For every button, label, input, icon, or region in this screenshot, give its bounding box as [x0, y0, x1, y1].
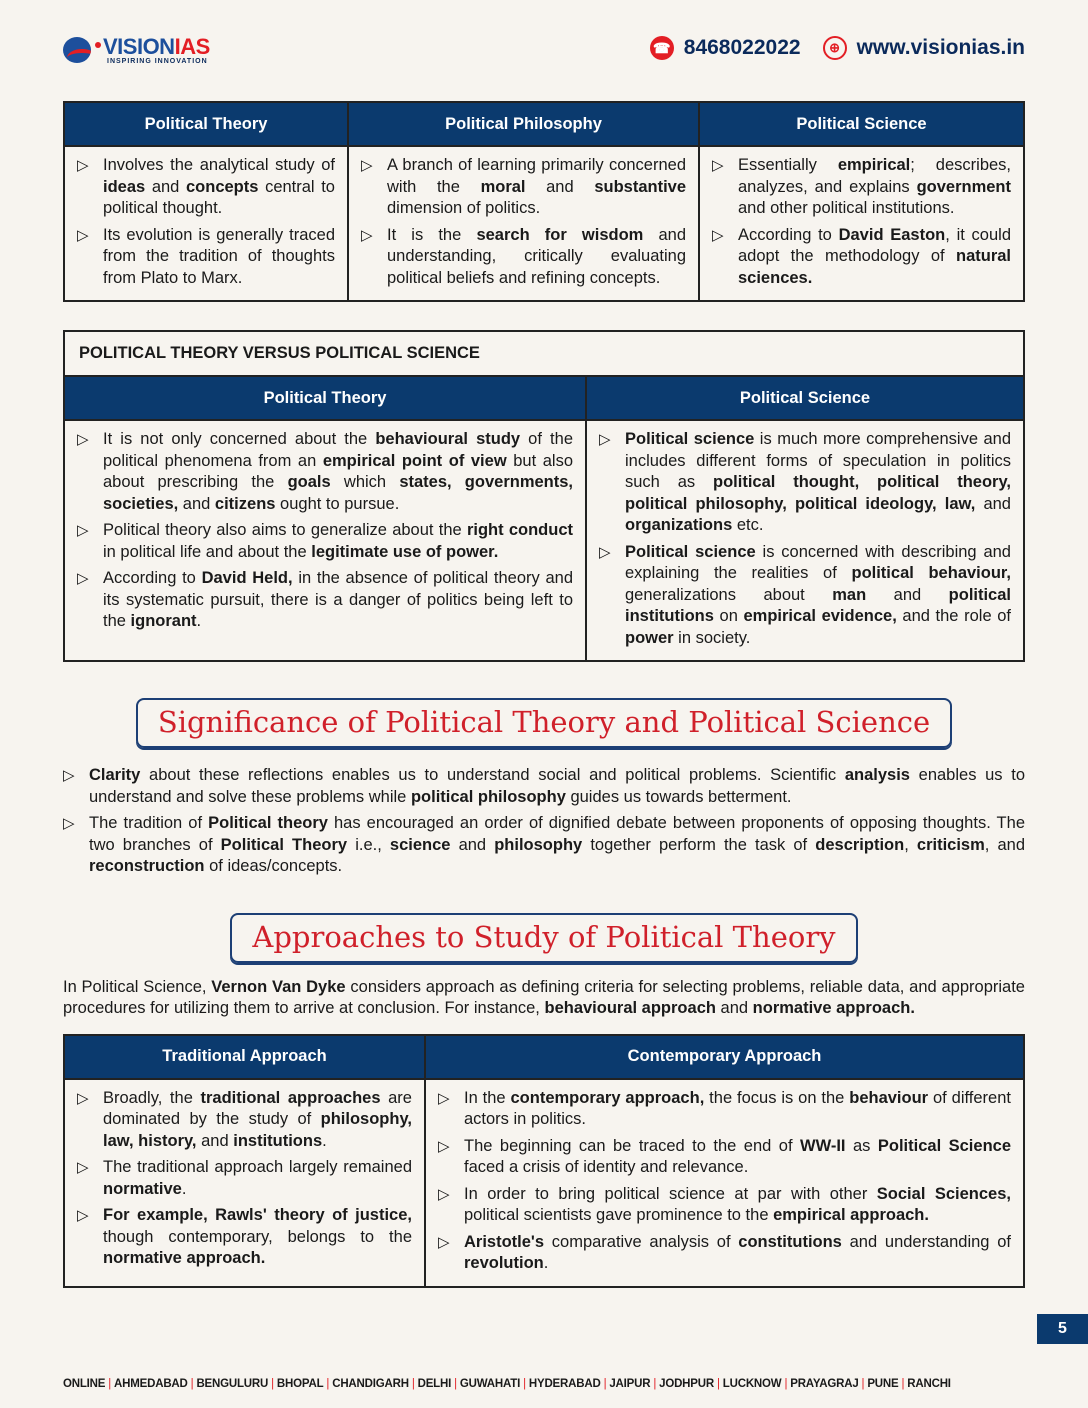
website-link[interactable]: www.visionias.in — [856, 36, 1025, 59]
text: In the — [464, 1088, 511, 1107]
bullet-text — [464, 1136, 1011, 1179]
bold-text: behavioural study — [375, 430, 521, 448]
text: is concerned with describing and explaining the realities of — [625, 542, 1011, 582]
bold-text: revolution — [464, 1254, 544, 1272]
bold-text: organizations — [625, 516, 733, 534]
text: According to — [103, 569, 202, 587]
bold-text: For example, Rawls' theory of justice, — [103, 1206, 412, 1224]
bold-text: substantive — [594, 177, 687, 196]
section-heading-significance: Significance of Political Theory and Political Science — [136, 698, 952, 748]
play-bullet-icon: ▷ — [63, 767, 75, 784]
text: and the role of — [896, 607, 1011, 625]
page-footer — [63, 1314, 1067, 1408]
bold-text: political behaviour, — [851, 564, 1012, 582]
text: The beginning can be traced to the end of — [464, 1136, 801, 1155]
play-bullet-icon: ▷ — [438, 1233, 450, 1251]
text: about these reflections enables us to understand social and political problems. Scientific — [140, 766, 845, 784]
footer-city: RANCHI — [907, 1378, 951, 1390]
bullet-item — [77, 1088, 412, 1153]
bold-text: Clarity — [89, 766, 141, 784]
text: dimension of politics. — [387, 199, 541, 217]
table-header: Traditional Approach — [64, 1035, 425, 1079]
text: the focus is on the — [704, 1088, 850, 1107]
bold-text: empirical — [837, 156, 911, 174]
text: and other political institutions. — [738, 199, 955, 217]
separator: | — [784, 1378, 788, 1390]
separator: | — [108, 1378, 112, 1390]
text: and understanding, critically evaluating political beliefs and refining concepts. — [387, 225, 687, 287]
text: political scientists gave prominence to the — [464, 1206, 774, 1224]
text: ought to pursue. — [275, 494, 400, 513]
text: ; describes, analyzes, and explains — [738, 156, 1012, 196]
bullet-text — [103, 568, 573, 633]
table-cell — [586, 420, 1024, 661]
play-bullet-icon: ▷ — [77, 1159, 89, 1176]
table-cell — [64, 146, 348, 301]
bold-text: behaviour — [849, 1088, 929, 1107]
text: Involves the analytical study of — [103, 156, 335, 174]
bold-text: ignorant — [130, 612, 197, 630]
play-bullet-icon: ▷ — [63, 815, 75, 832]
text: comparative analysis of — [544, 1232, 739, 1251]
separator: | — [411, 1378, 415, 1390]
play-bullet-icon: ▷ — [438, 1089, 450, 1107]
page-header — [63, 0, 1025, 101]
text: i.e., — [347, 835, 390, 854]
text: The traditional approach largely remained — [103, 1158, 412, 1176]
footer-city: LUCKNOW — [722, 1378, 782, 1390]
separator: | — [454, 1378, 457, 1390]
bold-text: description — [815, 835, 905, 854]
bold-text: Political Theory — [220, 835, 348, 854]
text: Its evolution is generally traced from the tradition of thoughts from Plato to Marx. — [103, 225, 335, 287]
table-header: Political Philosophy — [348, 102, 699, 146]
bold-text: citizens — [214, 494, 276, 513]
bullet-text — [103, 1088, 412, 1153]
separator: | — [716, 1378, 720, 1390]
text: though contemporary, belongs to the — [103, 1227, 412, 1246]
text: and — [196, 1131, 234, 1150]
bullet-text — [625, 542, 1011, 650]
text: . — [196, 612, 202, 630]
bullet-text — [738, 155, 1011, 220]
text: and understanding of — [841, 1232, 1011, 1251]
bold-text: David Easton — [838, 225, 946, 244]
text: and — [866, 585, 949, 604]
bullet-text — [103, 155, 335, 220]
text: and — [525, 177, 595, 196]
bullet-item — [361, 225, 686, 290]
text: in society. — [673, 628, 751, 647]
bullet-text — [103, 225, 335, 290]
text: and — [145, 177, 186, 196]
section-heading-approaches: Approaches to Study of Political Theory — [230, 913, 857, 963]
table-cell — [348, 146, 699, 301]
contact-info — [650, 36, 1025, 60]
text: and — [715, 999, 753, 1017]
bold-text: right conduct — [466, 521, 574, 539]
bold-text: government — [916, 177, 1011, 196]
play-bullet-icon: ▷ — [77, 570, 89, 587]
text: generalizations about — [625, 585, 833, 604]
bold-text: reconstruction — [89, 857, 205, 875]
text: It is the — [387, 225, 477, 244]
separator: | — [190, 1378, 194, 1390]
table-cell — [64, 420, 586, 661]
bold-text: Aristotle's — [464, 1232, 545, 1251]
bullet-text — [103, 520, 573, 563]
play-bullet-icon: ▷ — [77, 522, 89, 539]
text: , and — [984, 835, 1026, 854]
play-bullet-icon: ▷ — [599, 543, 611, 561]
text: , it could adopt the methodology of — [738, 225, 1011, 265]
text: In order to bring political science at par with other — [464, 1184, 877, 1203]
separator: | — [326, 1378, 330, 1390]
bold-text: political thought, political theory, political philosophy, political ideology, law, — [625, 473, 1011, 513]
text: According to — [738, 225, 839, 244]
bold-text: Political theory — [208, 814, 328, 832]
logo-tagline: INSPIRING INNOVATION — [107, 58, 208, 65]
text: has encouraged an order of dignified debate between proponents of opposing thoughts. The two branches of — [89, 814, 1025, 854]
bullet-item — [438, 1184, 1011, 1227]
separator: | — [901, 1378, 905, 1390]
bullet-text — [464, 1088, 1011, 1131]
logo-vision: VISION — [103, 34, 175, 59]
table-header: Contemporary Approach — [425, 1035, 1024, 1079]
bold-text: normative approach. — [103, 1249, 266, 1267]
play-bullet-icon: ▷ — [77, 1089, 89, 1107]
bold-text: states, governments, societies, — [103, 473, 573, 513]
bold-text: institutions — [233, 1131, 323, 1150]
text: which — [330, 473, 400, 491]
bullet-item — [77, 1205, 412, 1270]
text: It is not only concerned about the — [103, 430, 376, 448]
bullet-item — [77, 429, 573, 515]
text: In Political Science, — [63, 977, 212, 996]
text: faced a crisis of identity and relevance. — [464, 1158, 749, 1176]
text: . — [543, 1254, 549, 1272]
bullet-item — [63, 813, 1025, 878]
bullet-item — [712, 225, 1011, 290]
bold-text: normative approach. — [752, 999, 915, 1017]
table-header: Political Theory — [64, 102, 348, 146]
text: and — [975, 494, 1011, 513]
text: in political life and about the — [103, 542, 312, 561]
logo-ias: IAS — [174, 34, 210, 59]
text: Broadly, the — [103, 1088, 201, 1107]
bullet-text — [103, 429, 573, 515]
bullet-text — [625, 429, 1011, 537]
bullet-text — [464, 1184, 1011, 1227]
bold-text: concepts — [186, 177, 259, 196]
bold-text: moral — [480, 177, 526, 196]
bold-text: power — [625, 628, 674, 647]
bold-text: political philosophy — [410, 787, 566, 806]
phone-number[interactable]: 8468022022 — [683, 36, 801, 59]
bold-text: empirical evidence, — [743, 607, 897, 625]
text: and — [450, 835, 495, 854]
text: guides us towards betterment. — [565, 787, 792, 806]
text: are dominated by the study of — [103, 1088, 412, 1128]
text: . — [322, 1131, 327, 1150]
bold-text: criticism — [916, 835, 985, 854]
text: considers approach as defining criteria for selecting problems, reliable data, and appropriate procedures for utilizing them to arrive at conclusion. For instance, — [63, 977, 1025, 1017]
bold-text: traditional approaches — [200, 1088, 381, 1107]
bold-text: philosophy, law, history, — [103, 1110, 412, 1150]
text: on — [713, 607, 744, 625]
table-header: Political Theory — [64, 376, 586, 420]
separator: | — [653, 1378, 657, 1390]
bold-text: Political science — [625, 542, 756, 561]
bold-text: Political Science — [877, 1136, 1012, 1155]
footer-cities — [63, 1338, 1025, 1408]
play-bullet-icon: ▷ — [438, 1137, 450, 1155]
play-bullet-icon: ▷ — [77, 157, 89, 174]
play-bullet-icon: ▷ — [77, 226, 89, 244]
text: as — [845, 1136, 878, 1155]
visionias-logo — [63, 36, 210, 65]
footer-city: CHANDIGARH — [332, 1378, 409, 1390]
text: etc. — [732, 516, 764, 534]
bullet-item — [77, 225, 335, 290]
footer-city: BENGULURU — [196, 1378, 269, 1390]
table-cell — [425, 1079, 1024, 1287]
text: and — [178, 494, 215, 513]
bullet-item — [63, 765, 1025, 808]
bold-text: constitutions — [738, 1232, 842, 1251]
significance-bullets — [63, 765, 1025, 883]
footer-city: PUNE — [867, 1378, 899, 1390]
globe-logo-icon — [63, 37, 91, 63]
bullet-text — [89, 813, 1025, 878]
bold-text: man — [832, 585, 867, 604]
bullet-item — [599, 429, 1011, 537]
table-cell — [699, 146, 1024, 301]
globe-icon: ⊕ — [823, 36, 847, 60]
bold-text: empirical point of view — [322, 451, 507, 470]
bold-text: behavioural approach — [544, 999, 716, 1017]
bullet-text — [387, 225, 686, 290]
play-bullet-icon: ▷ — [438, 1185, 450, 1203]
play-bullet-icon: ▷ — [77, 1207, 89, 1224]
bold-text: analysis — [844, 766, 910, 784]
bold-text: contemporary approach, — [510, 1088, 705, 1107]
bullet-item — [361, 155, 686, 220]
footer-city: DELHI — [417, 1378, 452, 1390]
bullet-item — [438, 1088, 1011, 1131]
bold-text: ideas — [103, 177, 146, 196]
footer-city: JAIPUR — [609, 1378, 651, 1390]
text: A branch of learning primarily concerned with the — [387, 156, 686, 196]
approaches-table — [63, 1034, 1025, 1288]
table-cell — [64, 1079, 425, 1287]
play-bullet-icon: ▷ — [77, 431, 89, 448]
text: , — [904, 835, 917, 854]
play-bullet-icon: ▷ — [599, 431, 611, 448]
bold-text: science — [389, 835, 451, 854]
approaches-intro — [63, 977, 1025, 1020]
bold-text: David Held, — [201, 569, 293, 587]
bullet-text — [387, 155, 686, 220]
separator: | — [861, 1378, 865, 1390]
political-theory-vs-science-table — [63, 330, 1025, 662]
bold-text: philosophy — [494, 835, 583, 854]
logo-dot — [95, 42, 101, 48]
bullet-item — [77, 568, 573, 633]
footer-city: ONLINE — [63, 1378, 106, 1390]
footer-city: GUWAHATI — [459, 1378, 521, 1390]
bullet-text — [738, 225, 1011, 290]
footer-city: BHOPAL — [276, 1378, 324, 1390]
bold-text: normative — [103, 1179, 182, 1198]
bullet-item — [77, 1157, 412, 1200]
bullet-item — [438, 1232, 1011, 1275]
table-header: Political Science — [586, 376, 1024, 420]
comparison-table-theory-philosophy-science — [63, 101, 1025, 302]
text: Political theory also aims to generalize about the — [103, 521, 467, 539]
bullet-item — [77, 155, 335, 220]
table-title: POLITICAL THEORY VERSUS POLITICAL SCIENCE — [64, 331, 1024, 376]
text: enables us to understand and solve these problems while — [89, 766, 1025, 806]
play-bullet-icon: ▷ — [361, 226, 373, 244]
separator: | — [603, 1378, 607, 1390]
bold-text: Political science — [625, 430, 755, 448]
separator: | — [271, 1378, 274, 1390]
bullet-item — [438, 1136, 1011, 1179]
footer-city: PRAYAGRAJ — [790, 1378, 859, 1390]
bullet-text — [89, 765, 1025, 808]
play-bullet-icon: ▷ — [361, 157, 373, 174]
text: of ideas/concepts. — [204, 857, 343, 875]
bullet-item — [599, 542, 1011, 650]
bullet-text — [103, 1157, 412, 1200]
text: Essentially — [738, 156, 838, 174]
bullet-item — [712, 155, 1011, 220]
text: together perform the task of — [582, 835, 816, 854]
bold-text: legitimate use of power. — [311, 542, 499, 561]
text: . — [181, 1179, 187, 1198]
bold-text: Social Sciences, — [876, 1184, 1011, 1203]
footer-city: JODHPUR — [659, 1378, 714, 1390]
bold-text: empirical approach. — [773, 1206, 929, 1224]
bold-text: search for wisdom — [476, 225, 644, 244]
text: The tradition of — [89, 814, 209, 832]
bold-text: political institutions — [625, 585, 1011, 625]
bullet-text — [464, 1232, 1011, 1275]
bold-text: goals — [287, 473, 331, 491]
footer-city: AHMEDABAD — [114, 1378, 188, 1390]
page-number: 5 — [1037, 1314, 1088, 1344]
phone-icon: ☎ — [650, 36, 674, 60]
text: but also about prescribing the — [103, 451, 574, 491]
bold-text: WW-II — [800, 1136, 846, 1155]
text: central to political thought. — [103, 177, 335, 217]
bullet-item — [77, 520, 573, 563]
text: in the absence of political theory and its systematic pursuit, there is a danger of politics being left to the — [103, 569, 573, 630]
play-bullet-icon: ▷ — [712, 157, 724, 174]
text: of different actors in politics. — [464, 1088, 1011, 1128]
play-bullet-icon: ▷ — [712, 226, 724, 244]
text: is much more comprehensive and includes different forms of speculation in politics such as — [625, 430, 1012, 491]
table-header: Political Science — [699, 102, 1024, 146]
bullet-text — [103, 1205, 412, 1270]
bold-text: natural sciences. — [738, 247, 1011, 287]
text: of the political phenomena from an — [103, 430, 573, 470]
footer-city: HYDERABAD — [528, 1378, 601, 1390]
bold-text: Vernon Van Dyke — [211, 977, 346, 996]
separator: | — [523, 1378, 526, 1390]
